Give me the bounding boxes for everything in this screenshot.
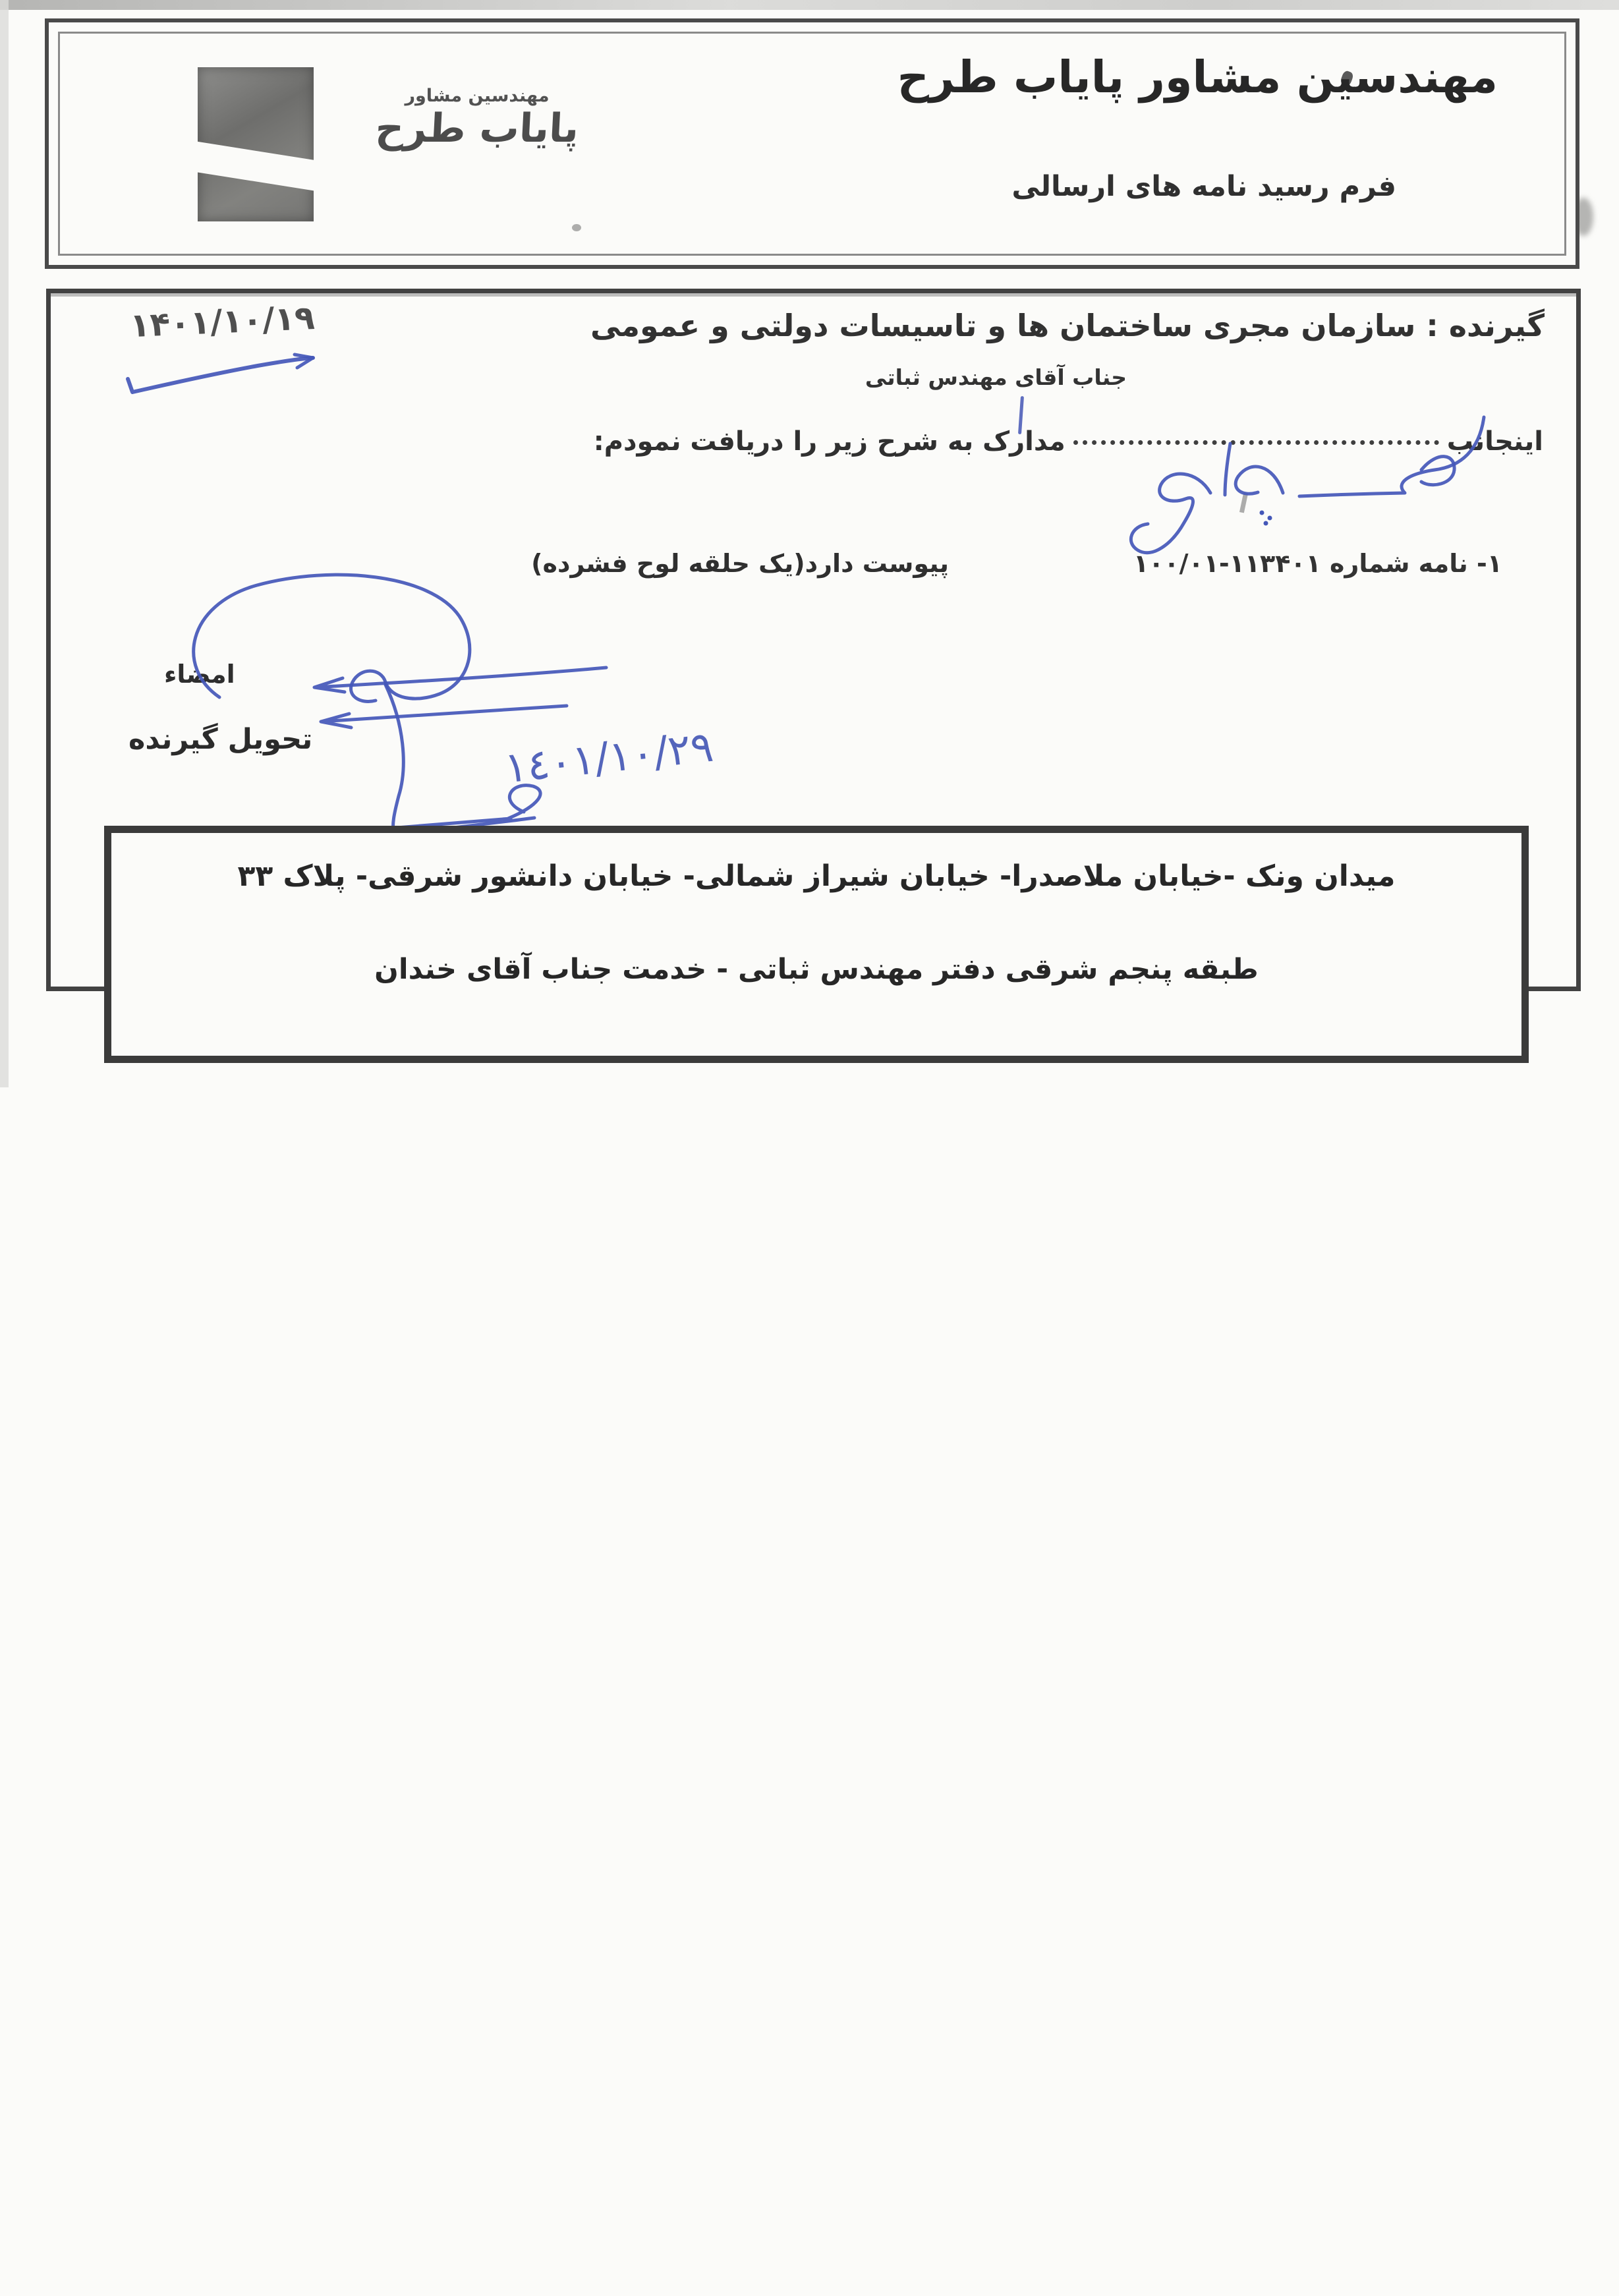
header-box [45, 18, 1579, 269]
form-subtitle: فرم رسید نامه های ارسالی [1011, 170, 1396, 203]
logo-diagonal-stripe-icon [198, 140, 314, 192]
address-line-2: طبقه پنجم شرقی دفتر مهندس ثباتی - خدمت جناب آقای خندان [374, 953, 1259, 986]
company-title: مهندسین مشاور پایاب طرح [897, 51, 1498, 103]
logo-brand-large: پایاب طرح [374, 105, 581, 152]
address-box [104, 826, 1529, 1063]
signature-label: امضاء [164, 660, 235, 689]
handwritten-date-bottom: ١٤٠١/١٠/٢٩ [502, 722, 716, 793]
item-letter-number: ۱- نامه شماره ۱۱۳۴۰۱-۱۰۰/۰۱ [1133, 549, 1502, 578]
scan-edge-band [0, 0, 1619, 10]
address-line-1: میدان ونک -خیابان ملاصدرا- خیابان شیراز شمالی- خیابان دانشور شرقی- پلاک ۳۳ [237, 859, 1396, 893]
recipient-person: جناب آقای مهندس ثباتی [865, 364, 1127, 390]
signature-ink [142, 569, 774, 859]
receiver-label: تحویل گیرنده [128, 723, 313, 756]
item-attachment-note: پیوست دارد(یک حلقه لوح فشرده) [531, 549, 949, 578]
recipient-line: گیرنده : سازمان مجری ساختمان ها و تاسیسات دولتی و عمومی [590, 308, 1545, 343]
handwritten-name-ink [1000, 371, 1514, 569]
declaration-suffix: مدارک به شرح زیر را دریافت نمودم: [593, 426, 1065, 457]
logo-brand-small: مهندسین مشاور [405, 86, 550, 106]
logo-brand-text [339, 86, 615, 152]
declaration-prefix: اینجانب [1446, 426, 1543, 457]
scan-edge-strip [0, 0, 9, 1087]
handwritten-date-top: ۱۴۰۱/۱۰/۱۹ [128, 298, 316, 345]
date-underline-ink [125, 350, 322, 401]
company-logo [198, 67, 314, 221]
